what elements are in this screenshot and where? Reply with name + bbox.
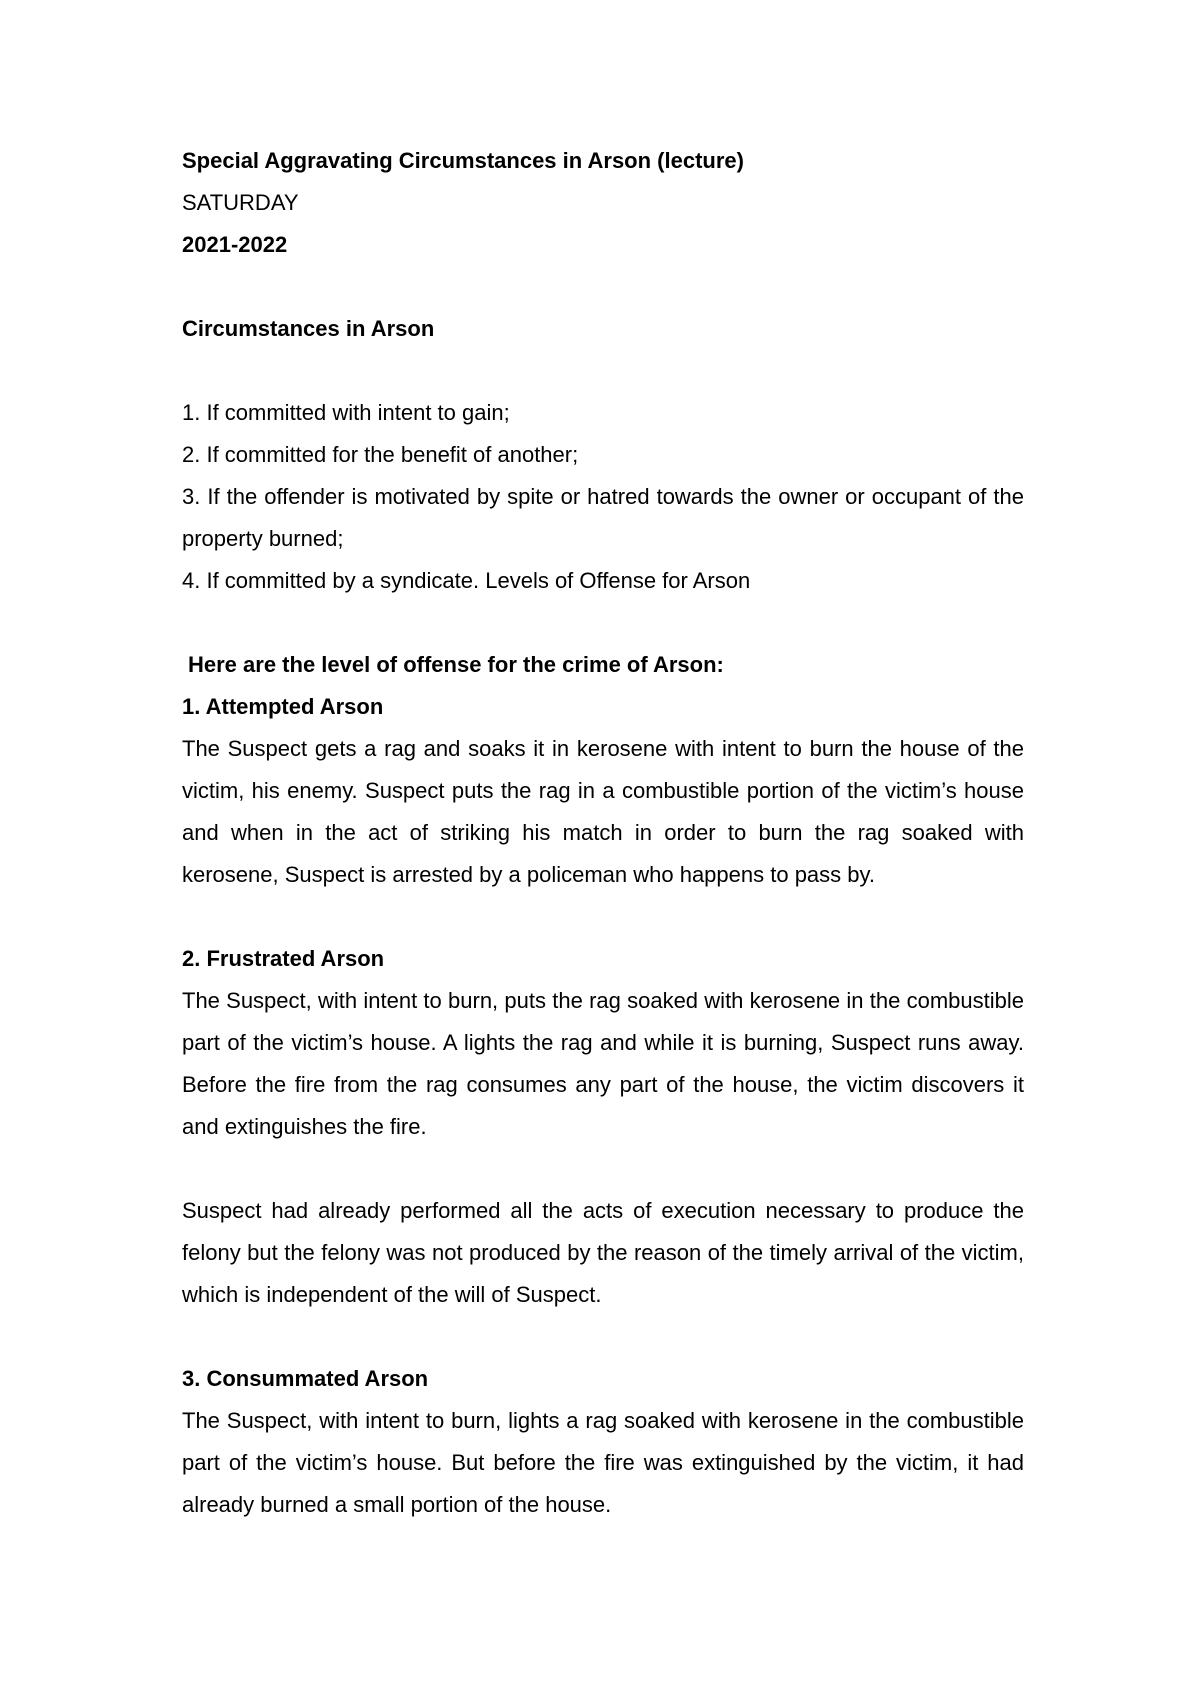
document-title: Special Aggravating Circumstances in Arson (lecture) (182, 148, 744, 173)
document-year: 2021-2022 (182, 232, 288, 257)
spacer (182, 1148, 1024, 1190)
spacer (182, 266, 1024, 308)
attempted-text: The Suspect gets a rag and soaks it in kerosene with intent to burn the house of the victim, his enemy. Suspect puts the rag in a combustible portion of the victim’s house and when in the act of striking his match in order to burn the rag soaked with kerosene, Suspect is arrested by a policeman who happens to pass by. (182, 736, 1024, 887)
frustrated-text: The Suspect, with intent to burn, puts the rag soaked with kerosene in the combustible part of the victim’s house. A lights the rag and while it is burning, Suspect runs away. Before the fire from the rag consumes any part of the house, the victim discovers it and extinguishes the fire. (182, 988, 1024, 1139)
attempted-heading: 1. Attempted Arson (182, 694, 384, 719)
document-page (182, 140, 1024, 1526)
consummated-heading: 3. Consummated Arson (182, 1366, 429, 1391)
circumstance-item-1: 1. If committed with intent to gain; (182, 400, 510, 425)
frustrated-text-2: Suspect had already performed all the acts of execution necessary to produce the felony but the felony was not produced by the reason of the timely arrival of the victim, which is independent of the will of Suspect. (182, 1198, 1024, 1307)
circumstances-heading: Circumstances in Arson (182, 316, 435, 341)
circumstance-item-4: 4. If committed by a syndicate. Levels of Offense for Arson (182, 568, 751, 593)
spacer (182, 1316, 1024, 1358)
spacer (182, 602, 1024, 644)
levels-intro: Here are the level of offense for the crime of Arson: (188, 652, 724, 677)
document-day: SATURDAY (182, 190, 299, 215)
circumstance-item-2: 2. If committed for the benefit of another; (182, 442, 579, 467)
spacer (182, 896, 1024, 938)
spacer (182, 350, 1024, 392)
circumstance-item-3: 3. If the offender is motivated by spite or hatred towards the owner or occupant of the property burned; (182, 484, 1024, 551)
consummated-text: The Suspect, with intent to burn, lights a rag soaked with kerosene in the combustible part of the victim’s house. But before the fire was extinguished by the victim, it had already burned a small portion of the house. (182, 1408, 1024, 1517)
frustrated-heading: 2. Frustrated Arson (182, 946, 385, 971)
